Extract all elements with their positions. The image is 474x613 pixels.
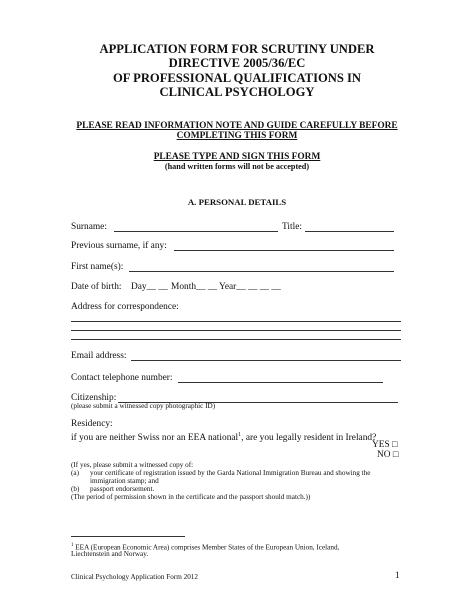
dob-year-field[interactable]: Year__ __ __ __ [219, 282, 281, 292]
previous-surname-label: Previous surname, if any: [71, 241, 167, 251]
title-field[interactable] [305, 231, 394, 232]
residency-question-part-1: if you are neither Swiss nor an EEA national [71, 433, 239, 444]
residency-label: Residency: [71, 419, 113, 429]
no-checkbox[interactable]: NO □ [377, 450, 399, 460]
item-a-text-1: your certificate of registration issued by the Garda National Immigration Bureau and showing the [90, 469, 371, 477]
notice-line-1: PLEASE READ INFORMATION NOTE AND GUIDE CAREFULLY BEFORE [76, 121, 398, 131]
surname-label: Surname: [71, 222, 107, 232]
section-a-heading: A. PERSONAL DETAILS [187, 197, 287, 207]
phone-field[interactable] [178, 382, 383, 383]
dob-month-field[interactable]: Month__ __ [171, 282, 218, 292]
dob-day-field[interactable]: Day__ __ [131, 282, 168, 292]
email-field[interactable] [131, 360, 401, 361]
item-b-text: passport endorsement. [90, 485, 155, 493]
footnote-separator [71, 536, 185, 537]
form-title-line-1: APPLICATION FORM FOR SCRUTINY UNDER [99, 42, 375, 56]
footnote-line-1: EEA (European Economic Area) comprises Member States of the European Union, Iceland, [73, 543, 340, 552]
yes-checkbox[interactable]: YES □ [372, 440, 398, 450]
period-note: (The period of permission shown in the certificate and the passport should match.)) [71, 493, 311, 501]
residency-question [71, 430, 376, 444]
title-label: Title: [282, 222, 302, 232]
form-title-line-2: DIRECTIVE 2005/36/EC [168, 56, 306, 70]
type-sign-instruction: PLEASE TYPE AND SIGN THIS FORM [153, 152, 321, 162]
surname-field[interactable] [114, 231, 278, 232]
handwritten-note: (hand written forms will not be accepted) [164, 162, 310, 171]
address-line-2[interactable] [71, 330, 401, 331]
residency-question-part-2: , are you legally resident in Ireland? [241, 433, 377, 444]
footer-form-name: Clinical Psychology Application Form 2012 [71, 573, 198, 581]
previous-surname-field[interactable] [174, 250, 394, 251]
footnote-text-2: Liechtenstein and Norway. [71, 550, 149, 558]
if-yes-note: (If yes, please submit a witnessed copy of: [71, 461, 194, 469]
dob-label: Date of birth: [71, 282, 122, 292]
item-b-letter: (b) [71, 485, 80, 493]
footnote-ref: 1 [238, 432, 242, 438]
citizenship-note: (please submit a witnessed copy photographic ID) [71, 402, 216, 410]
citizenship-label: Citizenship: [71, 393, 117, 403]
address-line-1[interactable] [71, 321, 401, 322]
address-label: Address for correspondence: [71, 302, 179, 312]
phone-label: Contact telephone number: [71, 373, 173, 383]
notice-line-2: COMPLETING THIS FORM [176, 131, 298, 141]
item-a-letter: (a) [71, 469, 79, 477]
footnote-marker: 1 [71, 543, 74, 548]
item-a-text-2: immigration stamp; and [90, 477, 159, 485]
form-title-line-4: CLINICAL PSYCHOLOGY [159, 85, 315, 99]
form-title-line-3: OF PROFESSIONAL QUALIFICATIONS IN [112, 71, 362, 85]
first-names-label: First name(s): [71, 262, 124, 272]
page-number: 1 [395, 571, 400, 581]
address-line-3[interactable] [71, 339, 401, 340]
first-names-field[interactable] [129, 271, 394, 272]
email-label: Email address: [71, 351, 127, 361]
